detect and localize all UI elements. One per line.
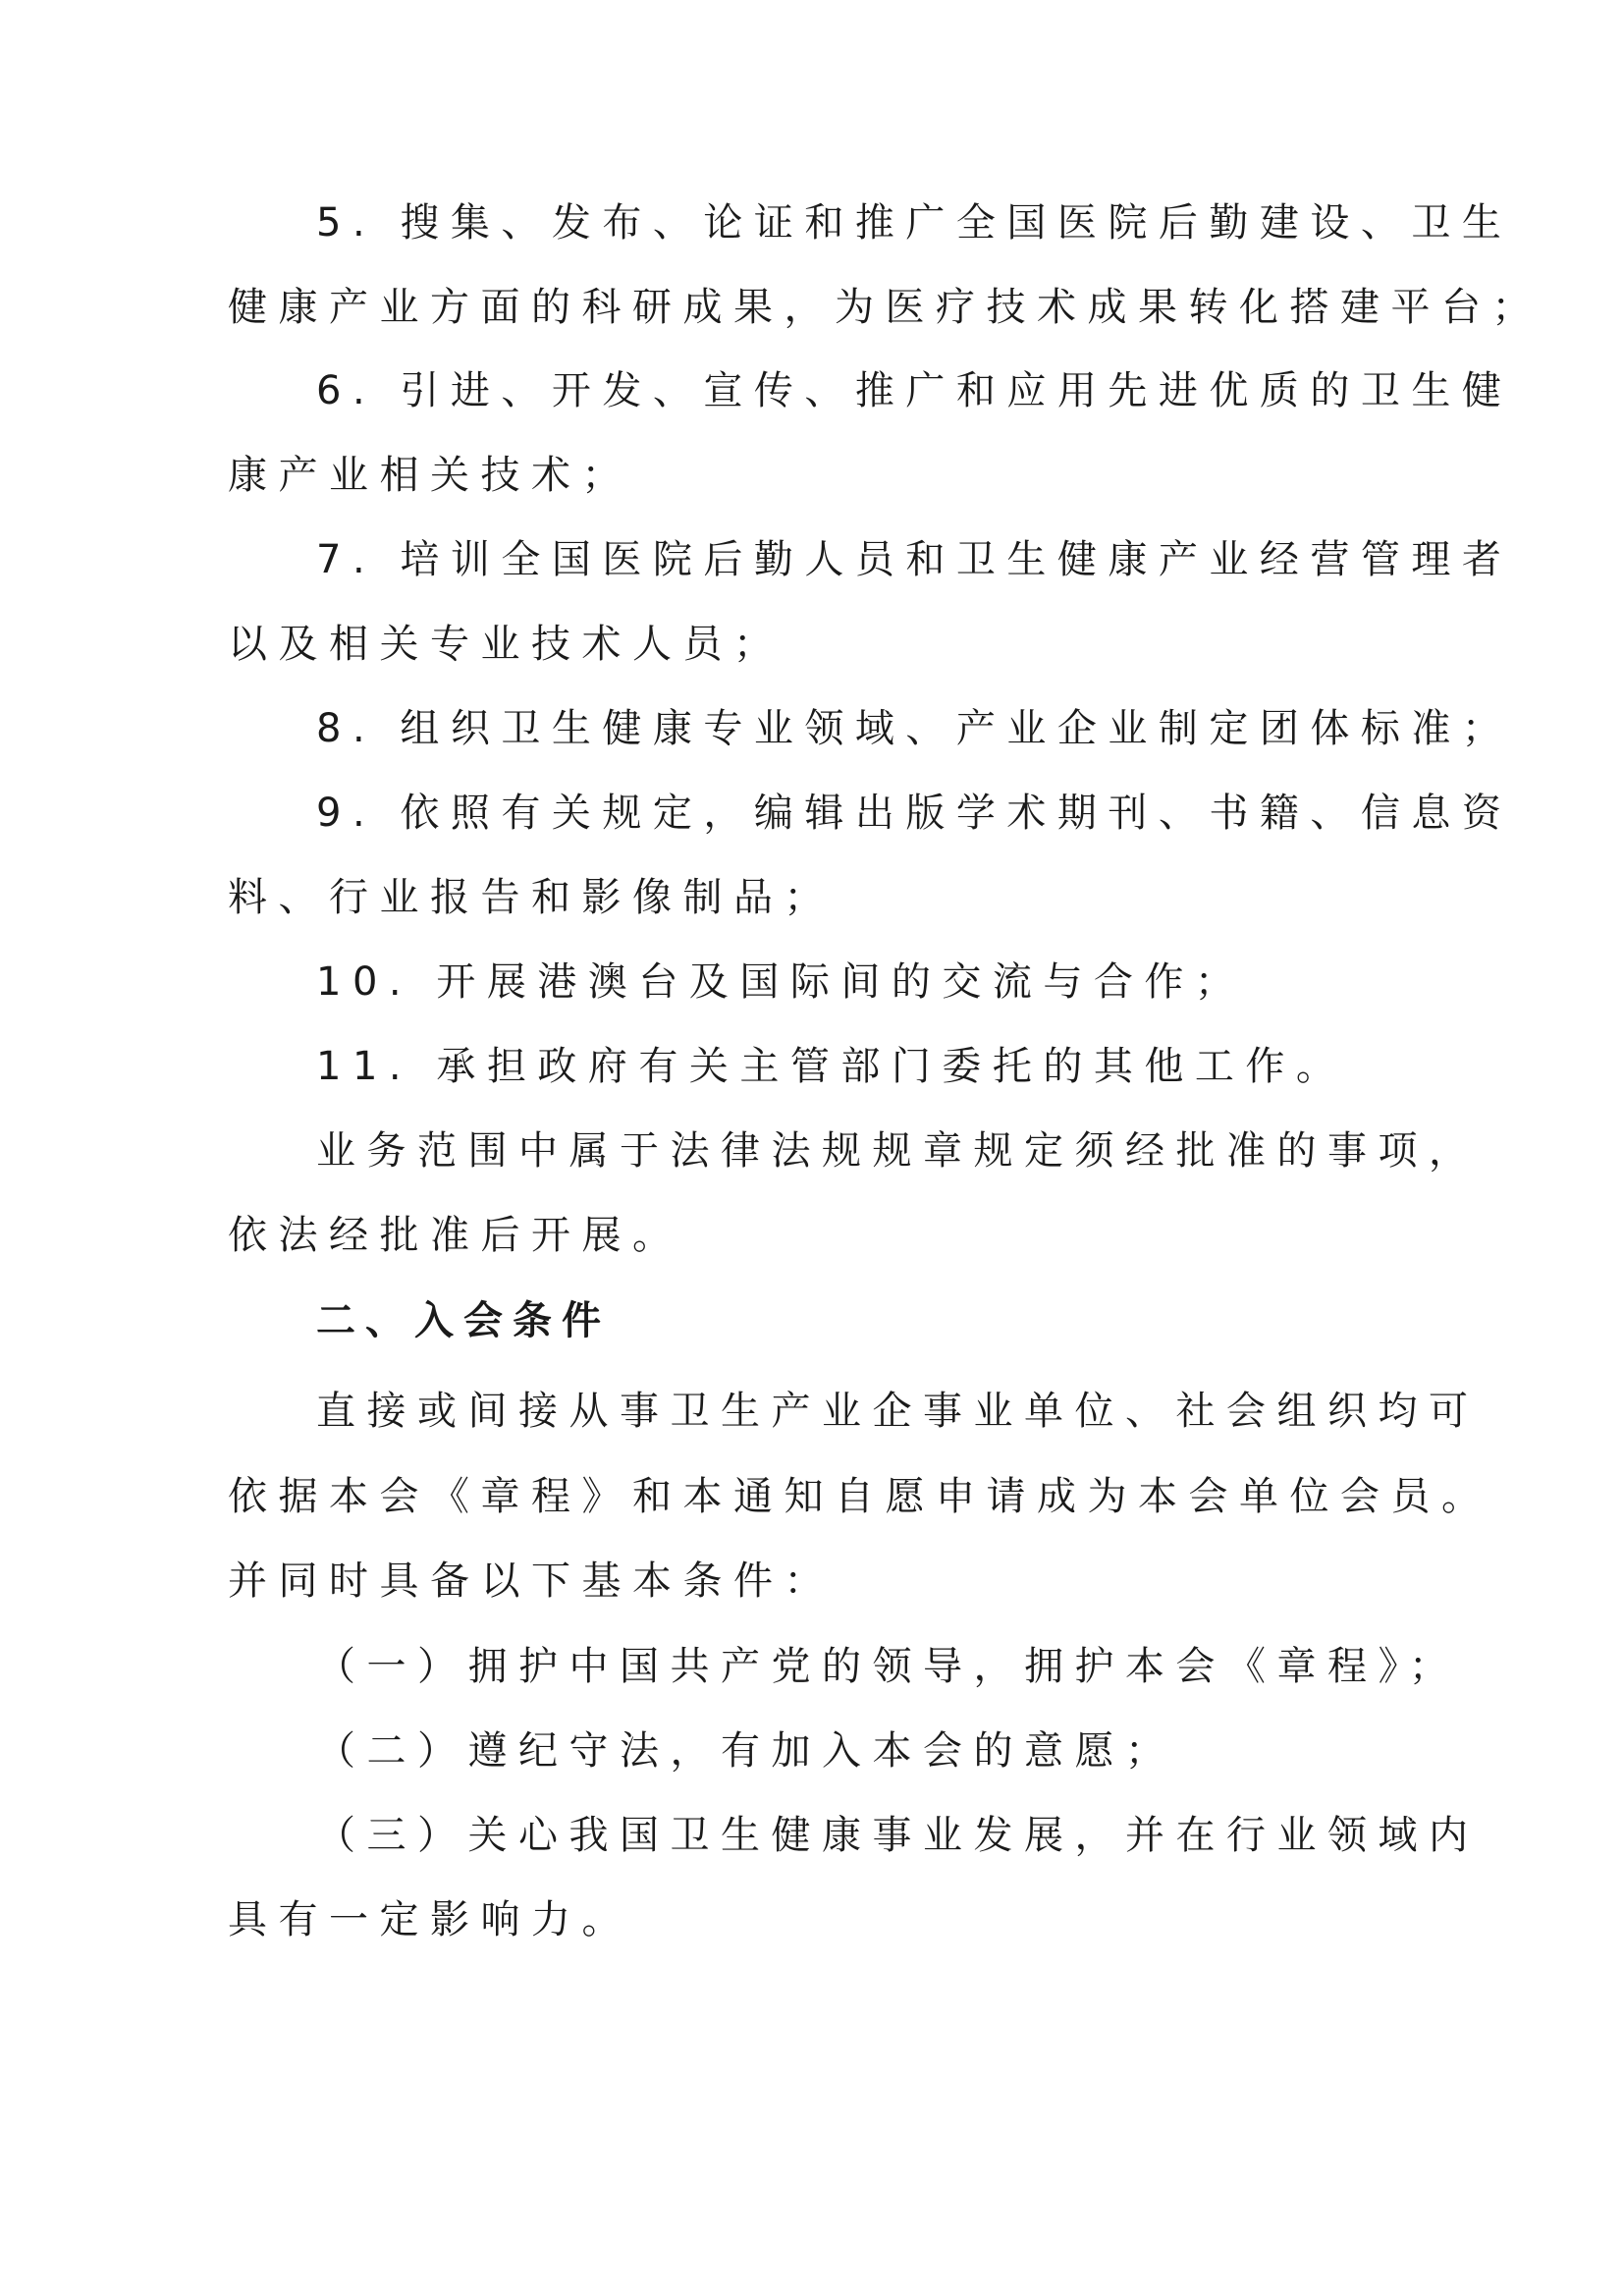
text-line: 9. 依照有关规定，编辑出版学术期刊、书籍、信息资 [316,791,1513,836]
text-line: 业务范围中属于法律法规规章规定须经批准的事项， [316,1128,1480,1174]
text-line: （一）拥护中国共产党的领导，拥护本会《章程》； [316,1644,1460,1689]
text-line: （二）遵纪守法，有加入本会的意愿； [316,1728,1176,1774]
text-line: （三）关心我国卫生健康事业发展，并在行业领域内 [316,1813,1480,1858]
text-line: 并同时具备以下基本条件： [228,1558,835,1604]
text-line: 10. 开展港澳台及国际间的交流与合作； [316,959,1246,1005]
text-line: 以及相关专业技术人员； [228,622,784,667]
text-line: 8. 组织卫生健康专业领域、产业企业制定团体标准； [316,706,1513,751]
text-line: 料、行业报告和影像制品； [228,875,835,920]
text-line: 直接或间接从事卫生产业企事业单位、社会组织均可 [316,1389,1480,1434]
text-line: 依法经批准后开展。 [228,1213,683,1258]
text-line: 5. 搜集、发布、论证和推广全国医院后勤建设、卫生 [316,200,1513,246]
text-line: 具有一定影响力。 [228,1897,632,1942]
section-heading: 二、入会条件 [316,1298,611,1343]
text-line: 依据本会《章程》和本通知自愿申请成为本会单位会员。 [228,1474,1492,1519]
text-line: 7. 培训全国医院后勤人员和卫生健康产业经营管理者 [316,537,1513,582]
text-line: 6. 引进、开发、宣传、推广和应用先进优质的卫生健 [316,368,1513,413]
text-line: 健康产业方面的科研成果，为医疗技术成果转化搭建平台； [228,285,1542,330]
text-line: 康产业相关技术； [228,453,632,498]
text-line: 11. 承担政府有关主管部门委托的其他工作。 [316,1044,1347,1089]
